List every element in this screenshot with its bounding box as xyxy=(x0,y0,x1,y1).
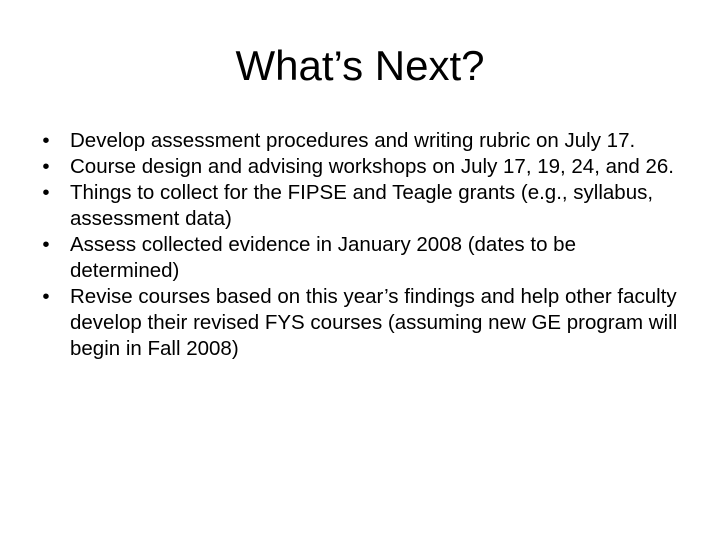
slide-title: What’s Next? xyxy=(235,42,485,89)
bullet-text: Develop assessment procedures and writing rubric on July 17. xyxy=(70,129,636,152)
bullet-item xyxy=(36,154,686,180)
bullet-list xyxy=(36,128,686,362)
bullet-item xyxy=(36,232,686,284)
bullet-marker: • xyxy=(42,129,50,152)
bullet-text: Course design and advising workshops on July 17, 19, 24, and 26. xyxy=(70,155,674,178)
bullet-text: Things to collect for the FIPSE and Teagle grants (e.g., syllabus, assessment data) xyxy=(70,181,654,230)
bullet-item xyxy=(36,128,686,154)
bullet-marker: • xyxy=(42,233,50,256)
bullet-marker: • xyxy=(42,181,50,204)
bullet-text: Assess collected evidence in January 2008 (dates to be determined) xyxy=(70,233,576,282)
bullet-marker: • xyxy=(42,155,50,178)
bullet-marker: • xyxy=(42,285,50,308)
bullet-item xyxy=(36,284,686,362)
bullet-item xyxy=(36,180,686,232)
bullet-text: Revise courses based on this year’s findings and help other faculty develop their revised FYS courses (assuming new GE program will begin in Fall 2008) xyxy=(70,285,678,360)
